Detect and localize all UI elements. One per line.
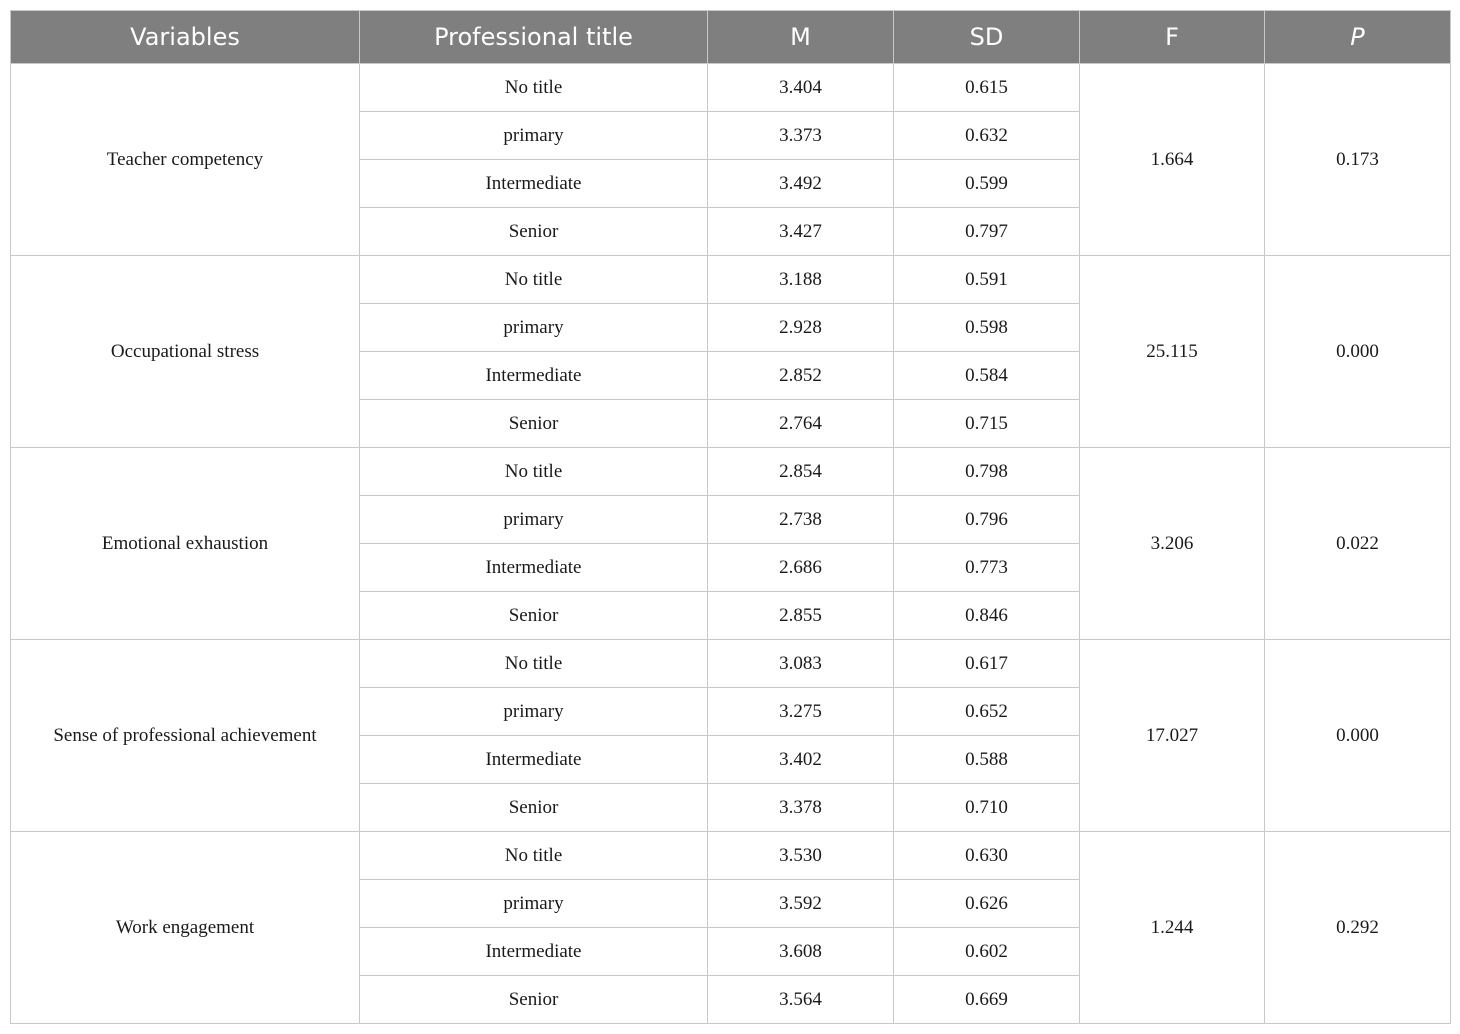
title-cell: No title — [360, 448, 708, 496]
f-cell: 25.115 — [1080, 256, 1265, 448]
sd-cell: 0.773 — [894, 544, 1080, 592]
sd-cell: 0.617 — [894, 640, 1080, 688]
p-cell: 0.022 — [1265, 448, 1451, 640]
m-cell: 2.686 — [708, 544, 894, 592]
title-cell: Intermediate — [360, 544, 708, 592]
variable-cell: Teacher competency — [11, 64, 360, 256]
p-cell: 0.000 — [1265, 640, 1451, 832]
m-cell: 3.608 — [708, 928, 894, 976]
variable-cell: Occupational stress — [11, 256, 360, 448]
header-professional-title: Professional title — [360, 11, 708, 64]
m-cell: 2.738 — [708, 496, 894, 544]
sd-cell: 0.584 — [894, 352, 1080, 400]
m-cell: 3.373 — [708, 112, 894, 160]
sd-cell: 0.846 — [894, 592, 1080, 640]
title-cell: No title — [360, 832, 708, 880]
header-f: F — [1080, 11, 1265, 64]
sd-cell: 0.796 — [894, 496, 1080, 544]
f-cell: 17.027 — [1080, 640, 1265, 832]
title-cell: primary — [360, 304, 708, 352]
title-cell: Senior — [360, 400, 708, 448]
title-cell: No title — [360, 640, 708, 688]
variable-cell: Work engagement — [11, 832, 360, 1024]
sd-cell: 0.652 — [894, 688, 1080, 736]
m-cell: 3.188 — [708, 256, 894, 304]
header-m: M — [708, 11, 894, 64]
m-cell: 3.275 — [708, 688, 894, 736]
title-cell: Intermediate — [360, 160, 708, 208]
header-row — [11, 11, 1451, 64]
sd-cell: 0.615 — [894, 64, 1080, 112]
m-cell: 2.764 — [708, 400, 894, 448]
m-cell: 3.378 — [708, 784, 894, 832]
sd-cell: 0.630 — [894, 832, 1080, 880]
title-cell: Intermediate — [360, 736, 708, 784]
sd-cell: 0.588 — [894, 736, 1080, 784]
title-cell: Senior — [360, 592, 708, 640]
sd-cell: 0.669 — [894, 976, 1080, 1024]
header-p: P — [1265, 11, 1451, 64]
f-cell: 1.244 — [1080, 832, 1265, 1024]
title-cell: primary — [360, 496, 708, 544]
table-row — [11, 832, 1451, 880]
m-cell: 3.427 — [708, 208, 894, 256]
sd-cell: 0.626 — [894, 880, 1080, 928]
title-cell: primary — [360, 880, 708, 928]
table-body — [11, 64, 1451, 1024]
title-cell: Senior — [360, 208, 708, 256]
sd-cell: 0.632 — [894, 112, 1080, 160]
sd-cell: 0.710 — [894, 784, 1080, 832]
m-cell: 3.564 — [708, 976, 894, 1024]
title-cell: Intermediate — [360, 928, 708, 976]
m-cell: 2.854 — [708, 448, 894, 496]
p-cell: 0.173 — [1265, 64, 1451, 256]
sd-cell: 0.599 — [894, 160, 1080, 208]
table-row — [11, 64, 1451, 112]
header-sd: SD — [894, 11, 1080, 64]
m-cell: 3.402 — [708, 736, 894, 784]
m-cell: 3.592 — [708, 880, 894, 928]
table-row — [11, 448, 1451, 496]
m-cell: 3.083 — [708, 640, 894, 688]
table-header — [11, 11, 1451, 64]
title-cell: Intermediate — [360, 352, 708, 400]
title-cell: No title — [360, 256, 708, 304]
title-cell: Senior — [360, 976, 708, 1024]
title-cell: Senior — [360, 784, 708, 832]
title-cell: No title — [360, 64, 708, 112]
header-variables: Variables — [11, 11, 360, 64]
m-cell: 3.492 — [708, 160, 894, 208]
m-cell: 2.928 — [708, 304, 894, 352]
sd-cell: 0.798 — [894, 448, 1080, 496]
table-row — [11, 256, 1451, 304]
table-row — [11, 640, 1451, 688]
title-cell: primary — [360, 688, 708, 736]
anova-table-container — [10, 10, 1450, 1024]
sd-cell: 0.598 — [894, 304, 1080, 352]
variable-cell: Emotional exhaustion — [11, 448, 360, 640]
f-cell: 1.664 — [1080, 64, 1265, 256]
sd-cell: 0.602 — [894, 928, 1080, 976]
m-cell: 3.530 — [708, 832, 894, 880]
title-cell: primary — [360, 112, 708, 160]
sd-cell: 0.797 — [894, 208, 1080, 256]
sd-cell: 0.591 — [894, 256, 1080, 304]
p-cell: 0.292 — [1265, 832, 1451, 1024]
f-cell: 3.206 — [1080, 448, 1265, 640]
m-cell: 3.404 — [708, 64, 894, 112]
sd-cell: 0.715 — [894, 400, 1080, 448]
m-cell: 2.855 — [708, 592, 894, 640]
p-cell: 0.000 — [1265, 256, 1451, 448]
anova-table — [10, 10, 1451, 1024]
variable-cell: Sense of professional achievement — [11, 640, 360, 832]
m-cell: 2.852 — [708, 352, 894, 400]
